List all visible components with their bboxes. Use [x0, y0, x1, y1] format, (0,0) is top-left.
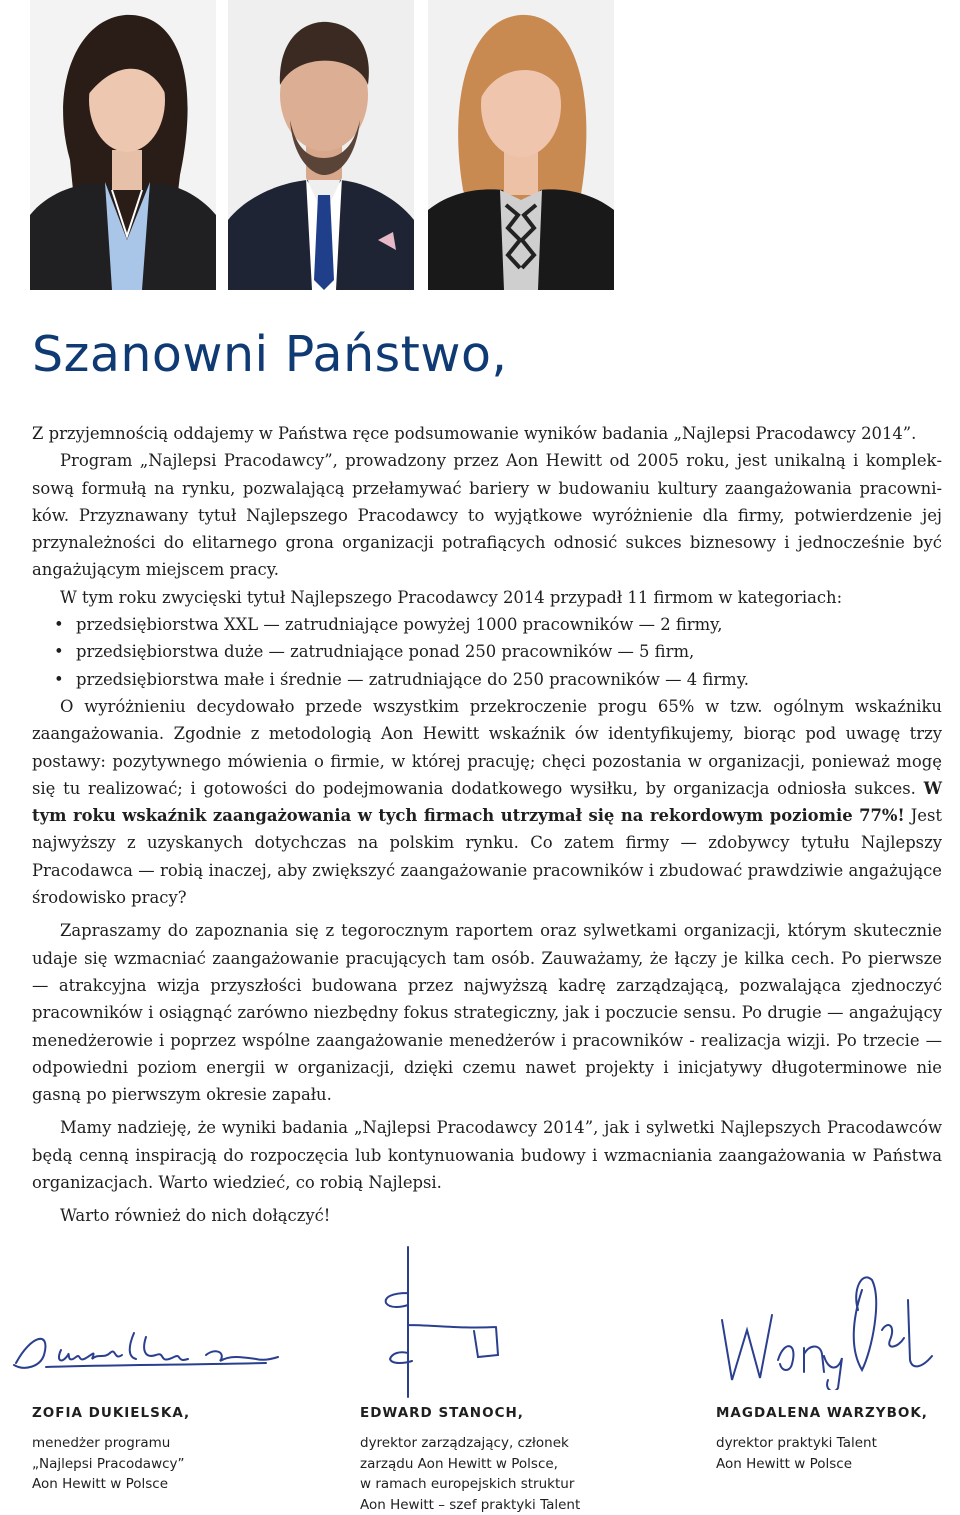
portrait-photo-man — [228, 0, 414, 290]
closing-line: Warto również do nich dołączyć! — [60, 1206, 331, 1226]
highlight-statement: W tym roku wskaźnik zaangażowania w tych firmach utrzymał się na rekordowym poziomie 77%! — [32, 778, 942, 826]
intro-paragraph: Z przyjemnością oddajemy w Państwa ręce podsumowanie wyników badania „Najlepsi Pracodawcy 2014”. — [32, 424, 917, 443]
list-item: • przedsiębiorstwa małe i średnie — zatrudniające do 250 pracowników — 4 firmy. — [54, 666, 942, 693]
signer-role-line: „Najlepsi Pracodawcy” — [32, 1455, 185, 1472]
signer-role-line: menedżer programu — [32, 1435, 171, 1451]
bullet-icon: • — [54, 615, 64, 635]
signer-role-line: Aon Hewitt – szef praktyki Talent — [360, 1496, 581, 1513]
invitation-paragraph: Zapraszamy do zapoznania się z tegorocznym raportem oraz sylwetkami organizacji, którym skutecznie udaje się wzmacniać zaangażowanie pracujących tam osób. Zauważamy, że łączy je kilka cech. Po pierwsze — atrakcyjna wizja przyszłości budowana przez najwyższą kadrę zarządzającą, pozwalająca zjednoczyć pracowników i osiągnąć zarówno niezbędny fokus strategiczny, jak i poczucie sensu. Po drugie — angażujący menedżerowie i poprzez wspólne zaangażowanie menedżerów i pracowników - realizacja wizji. Po trzecie — odpowiedni poziom energii w organizacji, dzięki czemu nawet projekty i inicjatywy długoterminowe nie gasną po pierwszym okresie zapału. — [32, 921, 942, 1105]
signer-magdalena-warzybok — [716, 1405, 956, 1474]
page-title: Szanowni Państwo, — [32, 326, 508, 383]
list-item: • przedsiębiorstwa XXL — zatrudniające powyżej 1000 pracowników — 2 firmy, — [54, 611, 942, 638]
hope-paragraph: Mamy nadzieję, że wyniki badania „Najlepsi Pracodawcy 2014”, jak i sylwetki Najlepszych Pracodawców będą cenną inspiracją do rozpoczęcia lub kontynuowania budowy i wzmacniania zaangażowania w Państwa organizacjach. Warto wiedzieć, co robią Najlepsi. — [32, 1118, 942, 1193]
bullet-icon: • — [54, 669, 64, 689]
signature-edward-stanoch — [372, 1245, 512, 1405]
bullet-icon: • — [54, 642, 64, 662]
signer-name: ZOFIA DUKIELSKA, — [32, 1405, 191, 1421]
categories-list — [32, 611, 942, 693]
engagement-paragraph: O wyróżnieniu decydowało przede wszystkim przekroczenie progu 65% w tzw. ogólnym wskaźniku zaangażowania. Zgodnie z metodologią Aon Hewitt wskaźnik ów identyfikujemy, biorąc pod uwagę trzy postawy: pozytywnego mówienia o firmie, w której pracuję; chęci pozostania w organizacji, ponieważ mogę się tu realizować; i gotowości do podejmowania dodatkowego wysiłku, by organizacja odniosła sukces. W tym roku wskaźnik zaangażowania w tych firmach utrzymał się na rekordowym poziomie 77%! Jest najwyższy z uzyskanych dotychczas na polskim rynku. Co zatem firmy — zdobywcy tytułu Najlepszy Pracodawca — robią inaczej, aby zwiększyć zaangażowanie pracowników i zbudować prawdziwie angażujące środowisko pracy? — [32, 696, 942, 908]
signature-magdalena-warzybok — [712, 1260, 942, 1390]
signer-role-line: dyrektor praktyki Talent — [716, 1435, 877, 1451]
program-paragraph: Program „Najlepsi Pracodawcy”, prowadzony przez Aon Hewitt od 2005 roku, jest unikalną i kompleksową formułą na rynku, pozwalającą przełamywać bariery w budowaniu kultury zaangażowania pracowników. Przyznawany tytuł Najlepszego Pracodawcy to wyjątkowe wyróżnienie dla firmy, potwierdzenie jej przynależności do elitarnego grona organizacji potrafiących odnosić sukces biznesowy i jednocześnie być angażującym miejscem pracy. — [32, 451, 942, 580]
list-item: • przedsiębiorstwa duże — zatrudniające ponad 250 pracowników — 5 firm, — [54, 638, 942, 665]
signer-name: EDWARD STANOCH, — [360, 1405, 524, 1421]
signer-role-line: w ramach europejskich struktur — [360, 1476, 575, 1492]
portrait-photo-woman-1 — [30, 0, 216, 290]
letter-body — [32, 420, 942, 1230]
portrait-photo-woman-2 — [428, 0, 614, 290]
signer-role-line: Aon Hewitt w Polsce — [32, 1476, 168, 1492]
signature-zofia-dukielska — [6, 1325, 281, 1375]
winners-paragraph: W tym roku zwycięski tytuł Najlepszego Pracodawcy 2014 przypadł 11 firmom w kategoriach: — [60, 587, 843, 607]
signer-role-line: zarządu Aon Hewitt w Polsce, — [360, 1455, 558, 1472]
signer-role-line: dyrektor zarządzający, członek — [360, 1435, 569, 1451]
signer-edward-stanoch — [360, 1405, 680, 1515]
signer-zofia-dukielska — [32, 1405, 332, 1495]
signer-name: MAGDALENA WARZYBOK, — [716, 1405, 928, 1421]
signer-role-line: Aon Hewitt w Polsce — [716, 1455, 852, 1472]
